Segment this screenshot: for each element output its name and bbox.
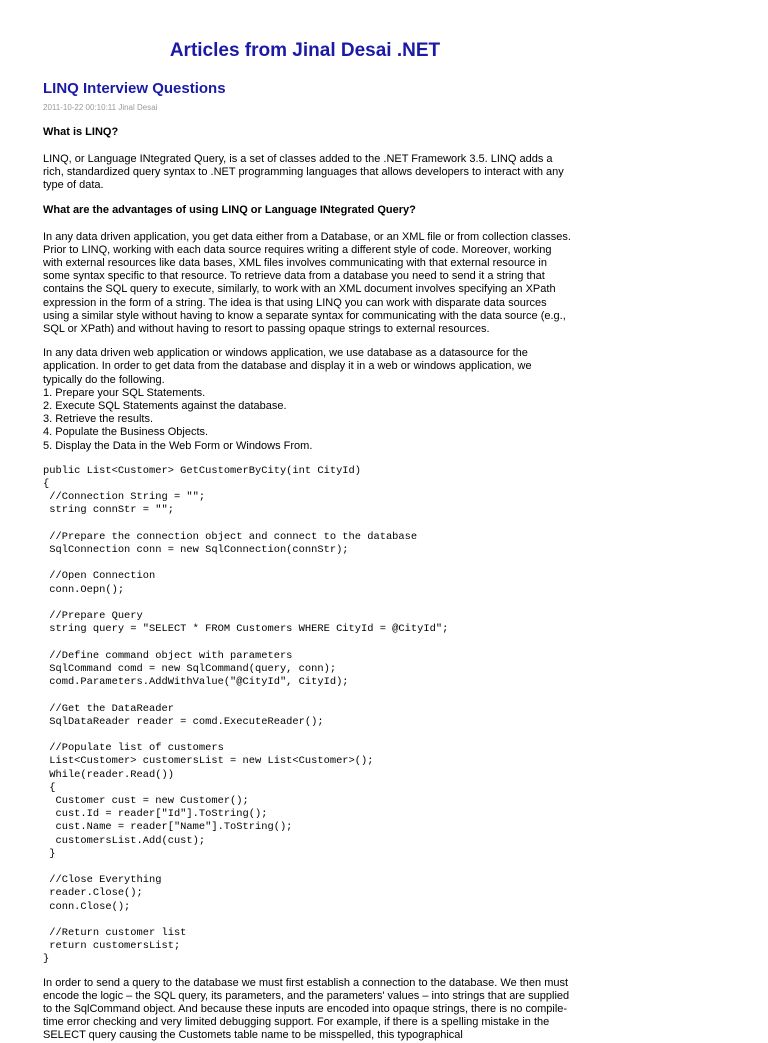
step-item: 1. Prepare your SQL Statements. — [43, 386, 206, 399]
article — [43, 80, 573, 1043]
question-what-is-linq: What is LINQ? — [43, 126, 119, 138]
site-title: Articles from Jinal Desai .NET — [169, 40, 441, 61]
paragraph-linq-definition: LINQ, or Language INtegrated Query, is a set of classes added to the .NET Framework 3.5. LINQ adds a rich, standardized query syntax to .NET programming languages that allows developers to interact with any type of data. — [43, 153, 564, 192]
article-title[interactable]: LINQ Interview Questions — [43, 80, 226, 97]
question-advantages: What are the advantages of using LINQ or Language INtegrated Query? — [43, 203, 416, 216]
step-item: 5. Display the Data in the Web Form or Windows From. — [43, 439, 313, 452]
step-item: 3. Retrieve the results. — [43, 413, 154, 426]
article-meta: 2011-10-22 00:10:11 Jinal Desai — [43, 103, 158, 112]
paragraph-data-driven-app: In any data driven web application or windows application, we use database as a datasource for the application. In order to get data from the database and display it in a web or windows application, we typically do the following. — [43, 347, 532, 386]
paragraph-advantages: In any data driven application, you get data either from a Database, or an XML file or from collection classes. Prior to LINQ, working with each data source requires writing a different style of code. Moreover, working with external resources like data bases, XML files involves communicating with that external resource in some syntax specific to that resource. To retrieve data from a database you need to send it a string that contains the SQL query to execute, similarly, to work with an XML document involves specifying an XPath expression in the form of a string. The idea is that using LINQ you can work with disparate data sources using a similar style without having to know a separate syntax for communicating with the data source (e.g., SQL or XPath) and without having to resort to passing opaque strings to external resources. — [43, 230, 571, 336]
step-item: 4. Populate the Business Objects. — [43, 426, 209, 439]
steps-list — [43, 387, 573, 453]
paragraph-query-encoding: In order to send a query to the database we must first establish a connection to the database. We then must encode the logic – the SQL query, its parameters, and the parameters' values – into strings that are supplied to the SqlCommand object. And because these inputs are encoded into opaque strings, there is no compile-time error checking and very limited debugging support. For example, if there is a spelling mistake in the SELECT query causing the Customets table name to be misspelled, this typographical — [43, 976, 570, 1042]
step-item: 2. Execute SQL Statements against the database. — [43, 400, 287, 413]
code-block: public List<Customer> GetCustomerByCity(int CityId) { //Connection String = ""; string connStr = ""; //Prepare the connection object and connect to the database SqlConnection conn = new SqlConnection(connStr); //Open Connection conn.Oepn(); //Prepare Query string query = "SELECT * FROM Customers WHERE CityId = @CityId"; //Define command object with parameters SqlCommand comd = new SqlCommand(query, conn); comd.Parameters.AddWithValue("@CityId", CityId); //Get the DataReader SqlDataReader reader = comd.ExecuteReader(); //Populate list of customers List<Customer> customersList = new List<Customer>(); While(reader.Read()) { Customer cust = new Customer(); cust.Id = reader["Id"].ToString(); cust.Name = reader["Name"].ToString(); customersList.Add(cust); } //Close Everything reader.Close(); conn.Close(); //Return customer list return customersList; } — [43, 464, 449, 966]
